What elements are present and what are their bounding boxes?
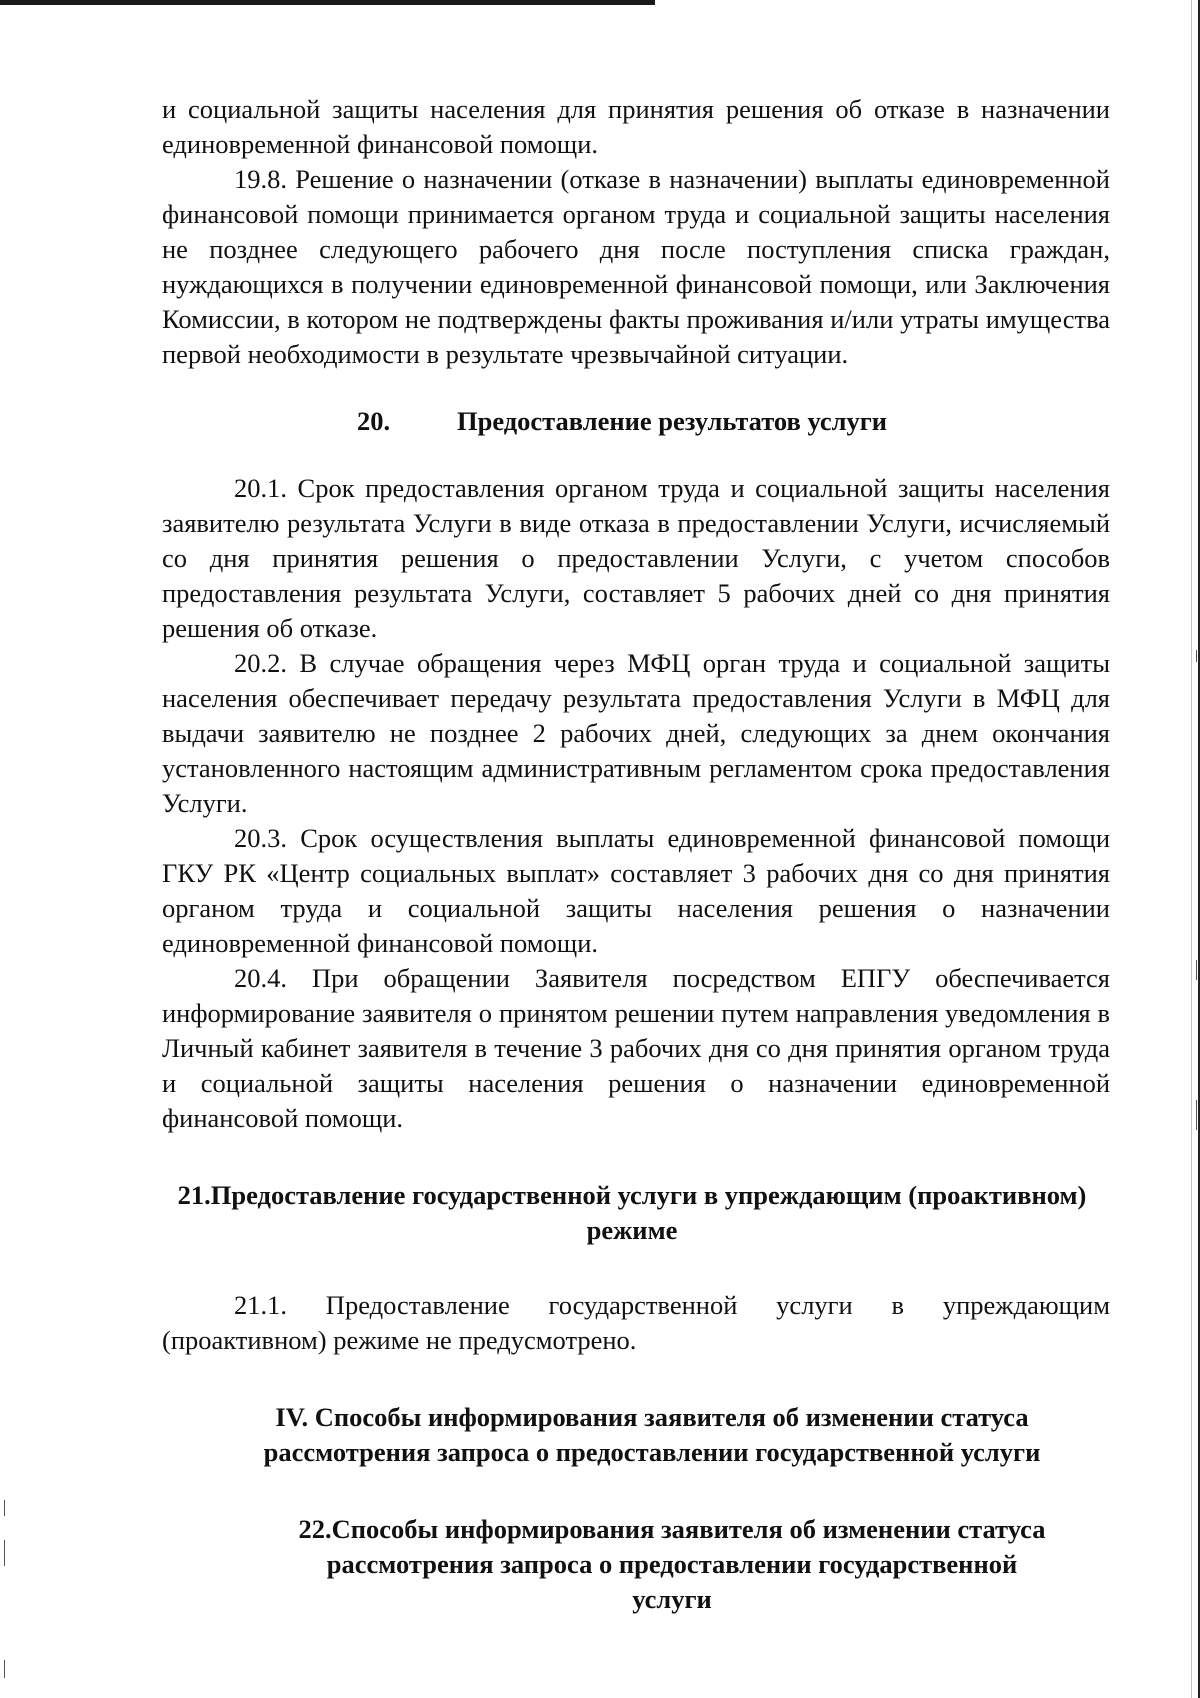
section-22-heading (262, 1512, 1082, 1617)
section-IV-title-line-1: IV. Способы информирования заявителя об изменении статуса (275, 1402, 1029, 1432)
paragraph-20-3: 20.3. Срок осуществления выплаты единовременной финансовой помощи ГКУ РК «Центр социальных выплат» составляет 3 рабочих дня со дня принятия органом труда и социальной защиты населения решения о назначении единовременной финансовой помощи. (162, 823, 1110, 958)
section-22-title-line-2: рассмотрения запроса о предоставлении государственной (326, 1549, 1018, 1579)
section-22-title-line-3: услуги (632, 1584, 712, 1614)
section-21-title-line-1: 21.Предоставление государственной услуги в упреждающим (проактивном) (177, 1180, 1087, 1210)
paragraph-20-4: 20.4. При обращении Заявителя посредством ЕПГУ обеспечивается информирование заявителя о принятом решении путем направления уведомления в Личный кабинет заявителя в течение 3 рабочих дня со дня принятия органом труда и социальной защиты населения решения о назначении единовременной финансовой помощи. (162, 963, 1110, 1133)
section-IV-title-line-2: рассмотрения запроса о предоставлении государственной услуги (263, 1437, 1041, 1467)
paragraph-20-1: 20.1. Срок предоставления органом труда и социальной защиты населения заявителю результата Услуги в виде отказа в предоставлении Услуги, исчисляемый со дня принятия решения о предоставлении Услуги, с учетом способов предоставления результата Услуги, составляет 5 рабочих дней со дня принятия решения об отказе. (162, 473, 1110, 643)
paragraph-continuation: и социальной защиты населения для принятия решения об отказе в назначении единовременной финансовой помощи. (162, 94, 1110, 159)
scan-artifact (1196, 650, 1197, 662)
section-22-title-line-1: 22.Способы информирования заявителя об изменении статуса (298, 1514, 1046, 1544)
section-20-number: 20. (357, 406, 391, 436)
scan-artifact (4, 1540, 5, 1566)
section-IV-heading (192, 1400, 1112, 1470)
scan-artifact (1196, 1100, 1197, 1130)
paragraph-21-1: 21.1. Предоставление государственной услуги в упреждающим (проактивном) режиме не предусмотрено. (162, 1290, 1110, 1355)
scan-artifact (1196, 960, 1197, 980)
scan-artifact (4, 1500, 5, 1516)
section-20-title: Предоставление результатов услуги (457, 406, 888, 436)
paragraph-20-2: 20.2. В случае обращения через МФЦ орган труда и социальной защиты населения обеспечивает передачу результата предоставления Услуги в МФЦ для выдачи заявителю не позднее 2 рабочих дней, следующих за днем окончания установленного настоящим административным регламентом срока предоставления Услуги. (162, 648, 1110, 818)
section-21-heading (132, 1178, 1132, 1248)
scan-top-edge (0, 0, 655, 5)
paragraph-19-8: 19.8. Решение о назначении (отказе в назначении) выплаты единовременной финансовой помощи принимается органом труда и социальной защиты населения не позднее следующего рабочего дня после поступления списка граждан, нуждающихся в получении единовременной финансовой помощи, или Заключения Комиссии, в котором не подтверждены факты проживания и/или утраты имущества первой необходимости в результате чрезвычайной ситуации. (162, 164, 1110, 369)
section-20-heading (162, 404, 1110, 439)
document-page (162, 92, 1110, 1617)
scan-artifact (4, 1660, 5, 1678)
section-21-title-line-2: режиме (586, 1215, 678, 1245)
scan-right-shadow (1191, 0, 1192, 1698)
